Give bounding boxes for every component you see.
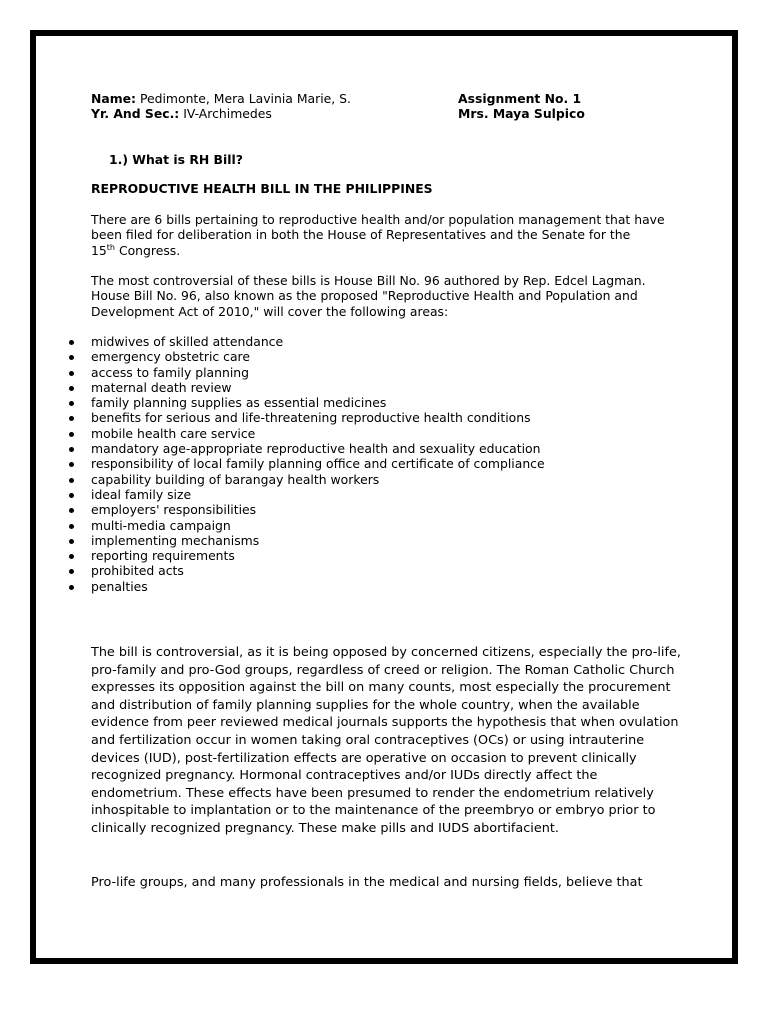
bullet-icon [69,508,74,513]
section-label: Yr. And Sec.: [91,106,180,121]
intro-paragraph [91,212,691,258]
paragraph-line: and distribution of family planning supplies for the whole country, when the available [91,697,640,713]
bullet-icon [69,432,74,437]
bullet-icon [69,416,74,421]
bullet-icon [69,447,74,452]
section-value: IV-Archimedes [179,106,272,121]
name-value: Pedimonte, Mera Lavinia Marie, S. [136,91,351,106]
document-page: Name: Pedimonte, Mera Lavinia Marie, S. Assignment No. 1 Yr. And Sec.: IV-Archimedes Mrs. Maya Sulpico 1.) What is RH Bill? REPRODUCTIVE HEALTH BILL IN THE PHILIPPINES There are 6 bills pertaining to reproductive health and/or population management that have been filed for deliberation in both the House of Representatives and the Senate for the 15th Congress. The most controversial of these bills is House Bill No. 96 authored by Rep. Edcel Lagman. House Bill No. 96, also known as the proposed "Reproductive Health and Population and Development Act of 2010," will cover the following areas: midwives of skilled attendance emergency obstetric care access to family planning maternal death review family planning supplies as essential medicines benefits for serious and life-threatening reproductive health conditions mobile health care service mandatory age-appropriate reproductive health and sexuality education responsibility of local family planning office and certificate of compliance capability building of barangay health workers ideal family size employers' responsibilities multi-media campaign implementing mechanisms reporting requirements prohibited acts penalties The bill is controversial, as it is being opposed by concerned citizens, especially the pro-life, pro-family and pro-God groups, regardless of creed or religion. The Roman Catholic Church expresses its opposition against the bill on many counts, most especially the procurement and distribution of family planning supplies for the whole country, when the available evidence from peer reviewed medical journals supports the hypothesis that when ovulation and fertilization occur in women taking oral contraceptives (OCs) or using intrauterine devices (IUD), post-fertilization effects are operative on occasion to prevent clinically recognized pregnancy. Hormonal contraceptives and/or IUDs directly affect the endometrium. These effects have been presumed to render the endometrium relatively inhospitable to implantation or to the maintenance of the preembryo or embryo prior to clinically recognized pregnancy. These make pills and IUDS abortifacient. Pro-life groups, and many professionals in the medical and nursing fields, believe that [36,36,732,958]
paragraph-line: inhospitable to implantation or to the maintenance of the preembryo or embryo prior to [91,803,656,819]
intro-line [91,243,691,258]
bullet-icon [69,340,74,345]
intro-line: been filed for deliberation in both the House of Representatives and the Senate for the [91,227,631,243]
page-frame [30,30,738,964]
controversy-paragraph [91,644,681,838]
bullet-icon [69,355,74,360]
paragraph-line: Pro-life groups, and many professionals in the medical and nursing fields, believe that [91,875,643,890]
bullet-icon [69,462,74,467]
congress-text: Congress. [115,242,181,258]
pro-life-paragraph [91,874,643,892]
assignment-number: Assignment No. 1 [458,91,582,106]
paragraph-line: The bill is controversial, as it is being opposed by concerned citizens, especially the pro-life, [91,645,681,660]
paragraph-line: devices (IUD), post-fertilization effects are operative on occasion to prevent clinically [91,750,637,766]
house-bill-paragraph [91,273,691,319]
bullet-icon [69,478,74,483]
congress-number: 15 [91,242,107,258]
paragraph-line: pro-family and pro-God groups, regardless of creed or religion. The Roman Catholic Church [91,662,675,678]
paragraph-line: The most controversial of these bills is House Bill No. 96 authored by Rep. Edcel Lagman. [91,273,646,288]
bullet-icon [69,585,74,590]
paragraph-line: House Bill No. 96, also known as the proposed "Reproductive Health and Population and [91,288,638,304]
teacher-name: Mrs. Maya Sulpico [458,106,585,121]
bullet-icon [69,371,74,376]
paragraph-line: clinically recognized pregnancy. These make pills and IUDS abortifacient. [91,820,559,836]
paragraph-line: Development Act of 2010," will cover the following areas: [91,303,449,319]
bullet-icon [69,569,74,574]
intro-line: There are 6 bills pertaining to reproductive health and/or population management that have [91,212,665,227]
paragraph-line: recognized pregnancy. Hormonal contraceptives and/or IUDs directly affect the [91,768,598,784]
bullet-icon [69,524,74,529]
bullet-icon [69,386,74,391]
paragraph-line: endometrium. These effects have been presumed to render the endometrium relatively [91,785,654,801]
ordinal-suffix: th [106,242,115,252]
paragraph-line: and fertilization occur in women taking oral contraceptives (OCs) or using intrauterine [91,732,645,748]
year-section [91,106,272,121]
paragraph-line: expresses its opposition against the bill on many counts, most especially the procurement [91,680,671,696]
document-heading: REPRODUCTIVE HEALTH BILL IN THE PHILIPPINES [91,181,433,196]
name-label: Name: [91,91,137,106]
bullet-icon [69,493,74,498]
student-name [91,91,351,106]
bullet-icon [69,539,74,544]
question-heading: 1.) What is RH Bill? [109,152,243,167]
bullet-icon [69,401,74,406]
paragraph-line: evidence from peer reviewed medical journals supports the hypothesis that when ovulation [91,715,679,731]
bullet-icon [69,554,74,559]
